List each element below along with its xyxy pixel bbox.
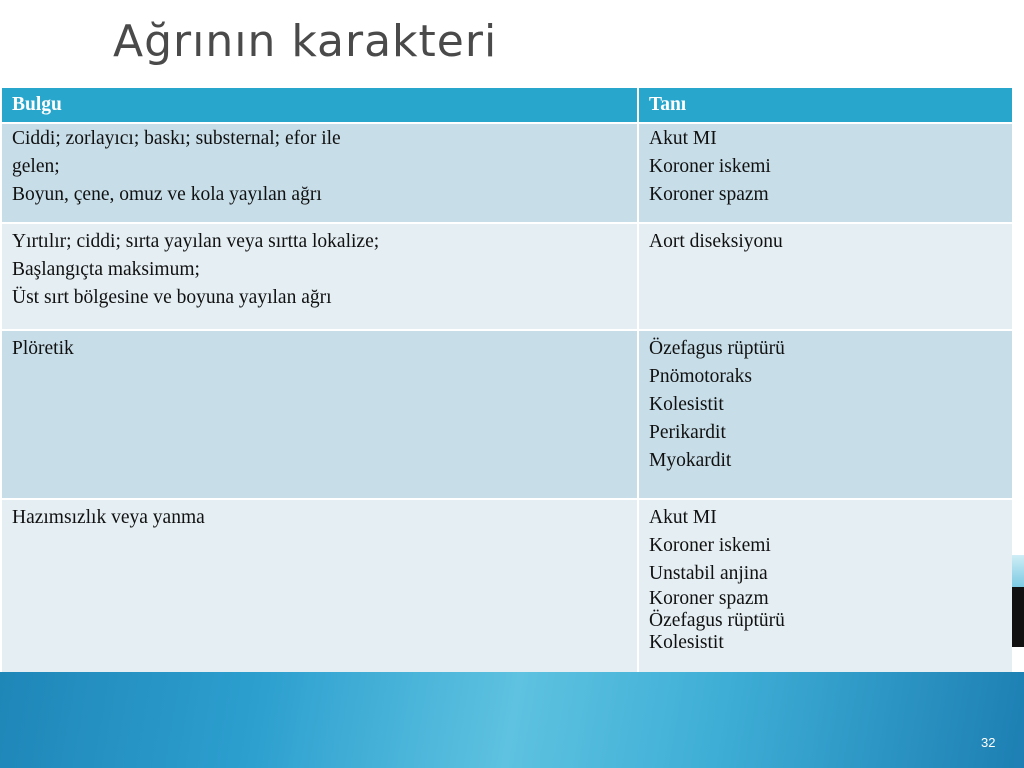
findings-table <box>0 86 1014 681</box>
table-row <box>1 123 1013 223</box>
finding-cell <box>1 223 638 330</box>
diagnosis-line: Koroner spazm <box>649 588 769 609</box>
diagnosis-line: Akut MI <box>649 128 717 149</box>
page-number: 32 <box>981 735 996 750</box>
diagnosis-line: Koroner iskemi <box>649 535 771 556</box>
diagnosis-line: Koroner iskemi <box>649 156 771 177</box>
table-row <box>1 330 1013 499</box>
finding-line: Plöretik <box>12 338 74 359</box>
finding-line: gelen; <box>12 156 60 177</box>
finding-line: Ciddi; zorlayıcı; baskı; substernal; efor ile <box>12 128 341 149</box>
table-row <box>1 499 1013 680</box>
finding-cell <box>1 123 638 223</box>
finding-line: Boyun, çene, omuz ve kola yayılan ağrı <box>12 184 322 205</box>
decorative-accent <box>1012 555 1024 587</box>
finding-cell <box>1 499 638 680</box>
decorative-bottom-band <box>0 672 1024 768</box>
finding-line: Hazımsızlık veya yanma <box>12 507 205 528</box>
finding-line: Yırtılır; ciddi; sırta yayılan veya sırtta lokalize; <box>12 231 380 252</box>
header-tani: Tanı <box>638 87 1013 123</box>
diagnosis-line: Kolesistit <box>649 394 724 415</box>
decorative-accent <box>1012 587 1024 647</box>
diagnosis-line: Kolesistit <box>649 632 724 653</box>
table-header-row <box>1 87 1013 123</box>
diagnosis-cell <box>638 330 1013 499</box>
slide-title: Ağrının karakteri <box>113 16 498 67</box>
diagnosis-line: Özefagus rüptürü <box>649 610 785 631</box>
diagnosis-line: Koroner spazm <box>649 184 769 205</box>
diagnosis-line: Özefagus rüptürü <box>649 338 785 359</box>
diagnosis-line: Myokardit <box>649 450 732 471</box>
diagnosis-cell <box>638 223 1013 330</box>
diagnosis-cell <box>638 123 1013 223</box>
finding-cell <box>1 330 638 499</box>
header-bulgu: Bulgu <box>1 87 638 123</box>
diagnosis-cell <box>638 499 1013 680</box>
diagnosis-line: Aort diseksiyonu <box>649 231 783 252</box>
table-row <box>1 223 1013 330</box>
diagnosis-line: Perikardit <box>649 422 726 443</box>
finding-line: Başlangıçta maksimum; <box>12 259 200 280</box>
diagnosis-line: Pnömotoraks <box>649 366 752 387</box>
finding-line: Üst sırt bölgesine ve boyuna yayılan ağrı <box>12 287 332 308</box>
diagnosis-line: Unstabil anjina <box>649 563 768 584</box>
diagnosis-line: Akut MI <box>649 507 717 528</box>
